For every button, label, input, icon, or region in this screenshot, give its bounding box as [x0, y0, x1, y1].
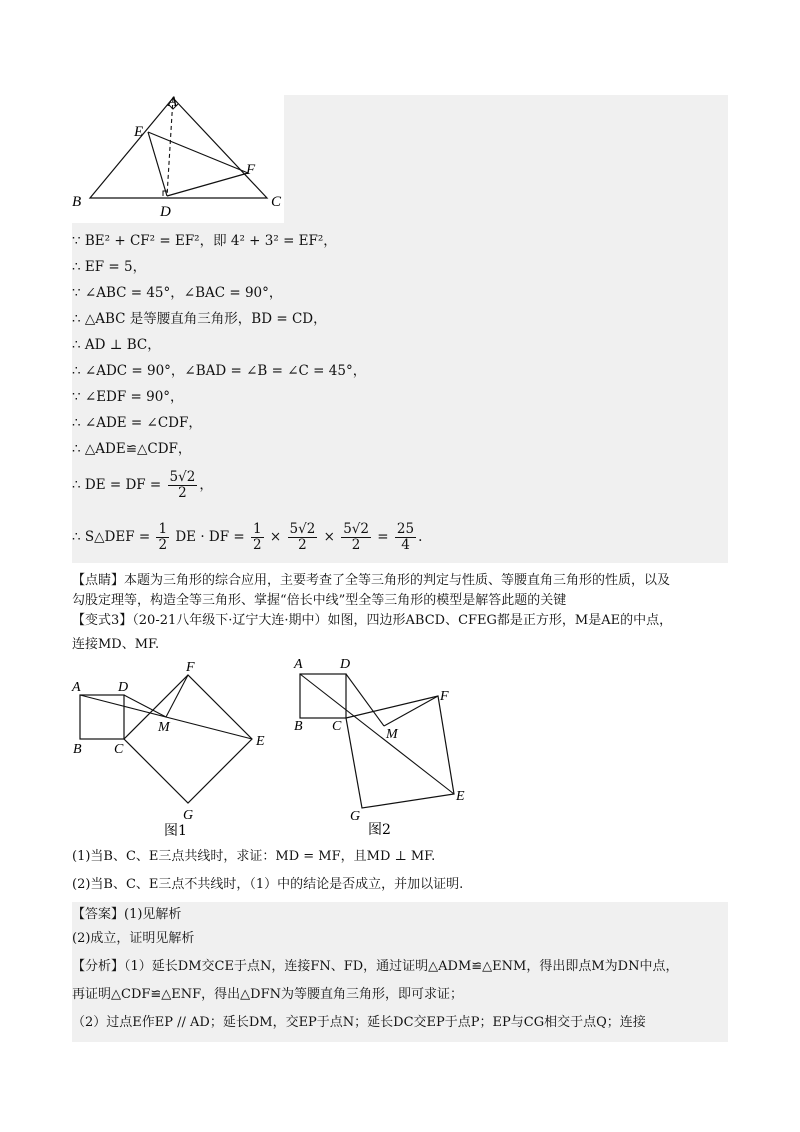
- step-1: ∵ BE² + CF² = EF²，即 4² + 3² = EF²，: [72, 233, 337, 249]
- svg-text:F: F: [186, 660, 195, 675]
- dianjing-line-1: 【点睛】本题为三角形的综合应用，主要考查了全等三角形的判定与性质、等腰直角三角形的性质，以及: [72, 573, 671, 588]
- step-11: ∴ S△DEF = $\frac{1}{2}$ DE · DF = $\frac{1}{2}$ × $\frac{5√2}{2}$ × $\frac{5√2}{2}$ = $\frac{25}{4}$ .: [72, 521, 423, 553]
- label-B: B: [72, 194, 82, 210]
- svg-text:M: M: [158, 720, 170, 735]
- analysis-line-2: 再证明△CDF≌△ENF，得出△DFN为等腰直角三角形，即可求证；: [72, 987, 463, 1002]
- answer-1: 【答案】(1)见解析: [72, 907, 182, 922]
- question-2: (2)当B、C、E三点不共线时，（1）中的结论是否成立，并加以证明.: [72, 877, 464, 892]
- label-C: C: [271, 194, 282, 210]
- step-5: ∴ AD ⊥ BC，: [72, 337, 161, 353]
- label-D: D: [160, 204, 171, 220]
- step-9: ∴ △ADE≌△CDF，: [72, 441, 192, 457]
- step-6: ∴ ∠ADC = 90°，∠BAD = ∠B = ∠C = 45°，: [72, 363, 367, 379]
- svg-text:A: A: [72, 680, 81, 695]
- label-F: F: [246, 162, 256, 178]
- svg-text:D: D: [118, 680, 129, 695]
- answer-2: (2)成立，证明见解析: [72, 931, 195, 946]
- svg-text:A: A: [294, 657, 303, 672]
- caption-fig1: 图1: [164, 823, 187, 839]
- figure-1: [70, 655, 285, 840]
- svg-text:G: G: [183, 808, 194, 823]
- dianjing-line-2: 勾股定理等，构造全等三角形、掌握“倍长中线”型全等三角形的模型是解答此题的关键: [72, 593, 567, 608]
- question-1: (1)当B、C、E三点共线时，求证：MD = MF，且MD ⊥ MF.: [72, 849, 436, 864]
- bianshi-line-1: 【变式3】（20-21八年级下·辽宁大连·期中）如图，四边形ABCD、CFEG都是正方形，M是AE的中点，: [72, 613, 673, 628]
- label-E: E: [134, 124, 144, 140]
- solution-shade-top: [284, 95, 728, 223]
- step-2: ∴ EF = 5，: [72, 259, 147, 275]
- bianshi-line-2: 连接MD、MF.: [72, 637, 160, 652]
- svg-text:C: C: [114, 742, 124, 757]
- svg-text:C: C: [332, 719, 342, 734]
- svg-text:B: B: [73, 742, 82, 757]
- step-3: ∵ ∠ABC = 45°，∠BAC = 90°，: [72, 285, 283, 301]
- svg-text:F: F: [440, 689, 449, 704]
- svg-text:G: G: [350, 809, 361, 824]
- figure-2: [290, 650, 490, 840]
- svg-text:D: D: [340, 657, 351, 672]
- fraction-de: $\frac{5√2}{2}$: [169, 469, 196, 501]
- step-8: ∴ ∠ADE = ∠CDF，: [72, 415, 202, 431]
- caption-fig2: 图2: [368, 822, 391, 838]
- step-10: ∴ DE = DF = $\frac{5√2}{2}$ ，: [72, 469, 213, 501]
- svg-text:B: B: [294, 719, 303, 734]
- svg-text:E: E: [456, 789, 465, 804]
- analysis-line-1: 【分析】（1）延长DM交CE于点N，连接FN、FD，通过证明△ADM≌△ENM，得出即点M为DN中点，: [72, 959, 679, 974]
- label-A: A: [168, 94, 178, 110]
- triangle-figure: [70, 90, 300, 220]
- svg-text:M: M: [386, 727, 398, 742]
- step-7: ∵ ∠EDF = 90°，: [72, 389, 184, 405]
- svg-text:E: E: [256, 734, 265, 749]
- step-4: ∴ △ABC 是等腰直角三角形，BD = CD，: [72, 311, 327, 327]
- analysis-line-3: （2）过点E作EP // AD；延长DM，交EP于点N；延长DC交EP于点P；EP与CG相交于点Q；连接: [72, 1015, 646, 1030]
